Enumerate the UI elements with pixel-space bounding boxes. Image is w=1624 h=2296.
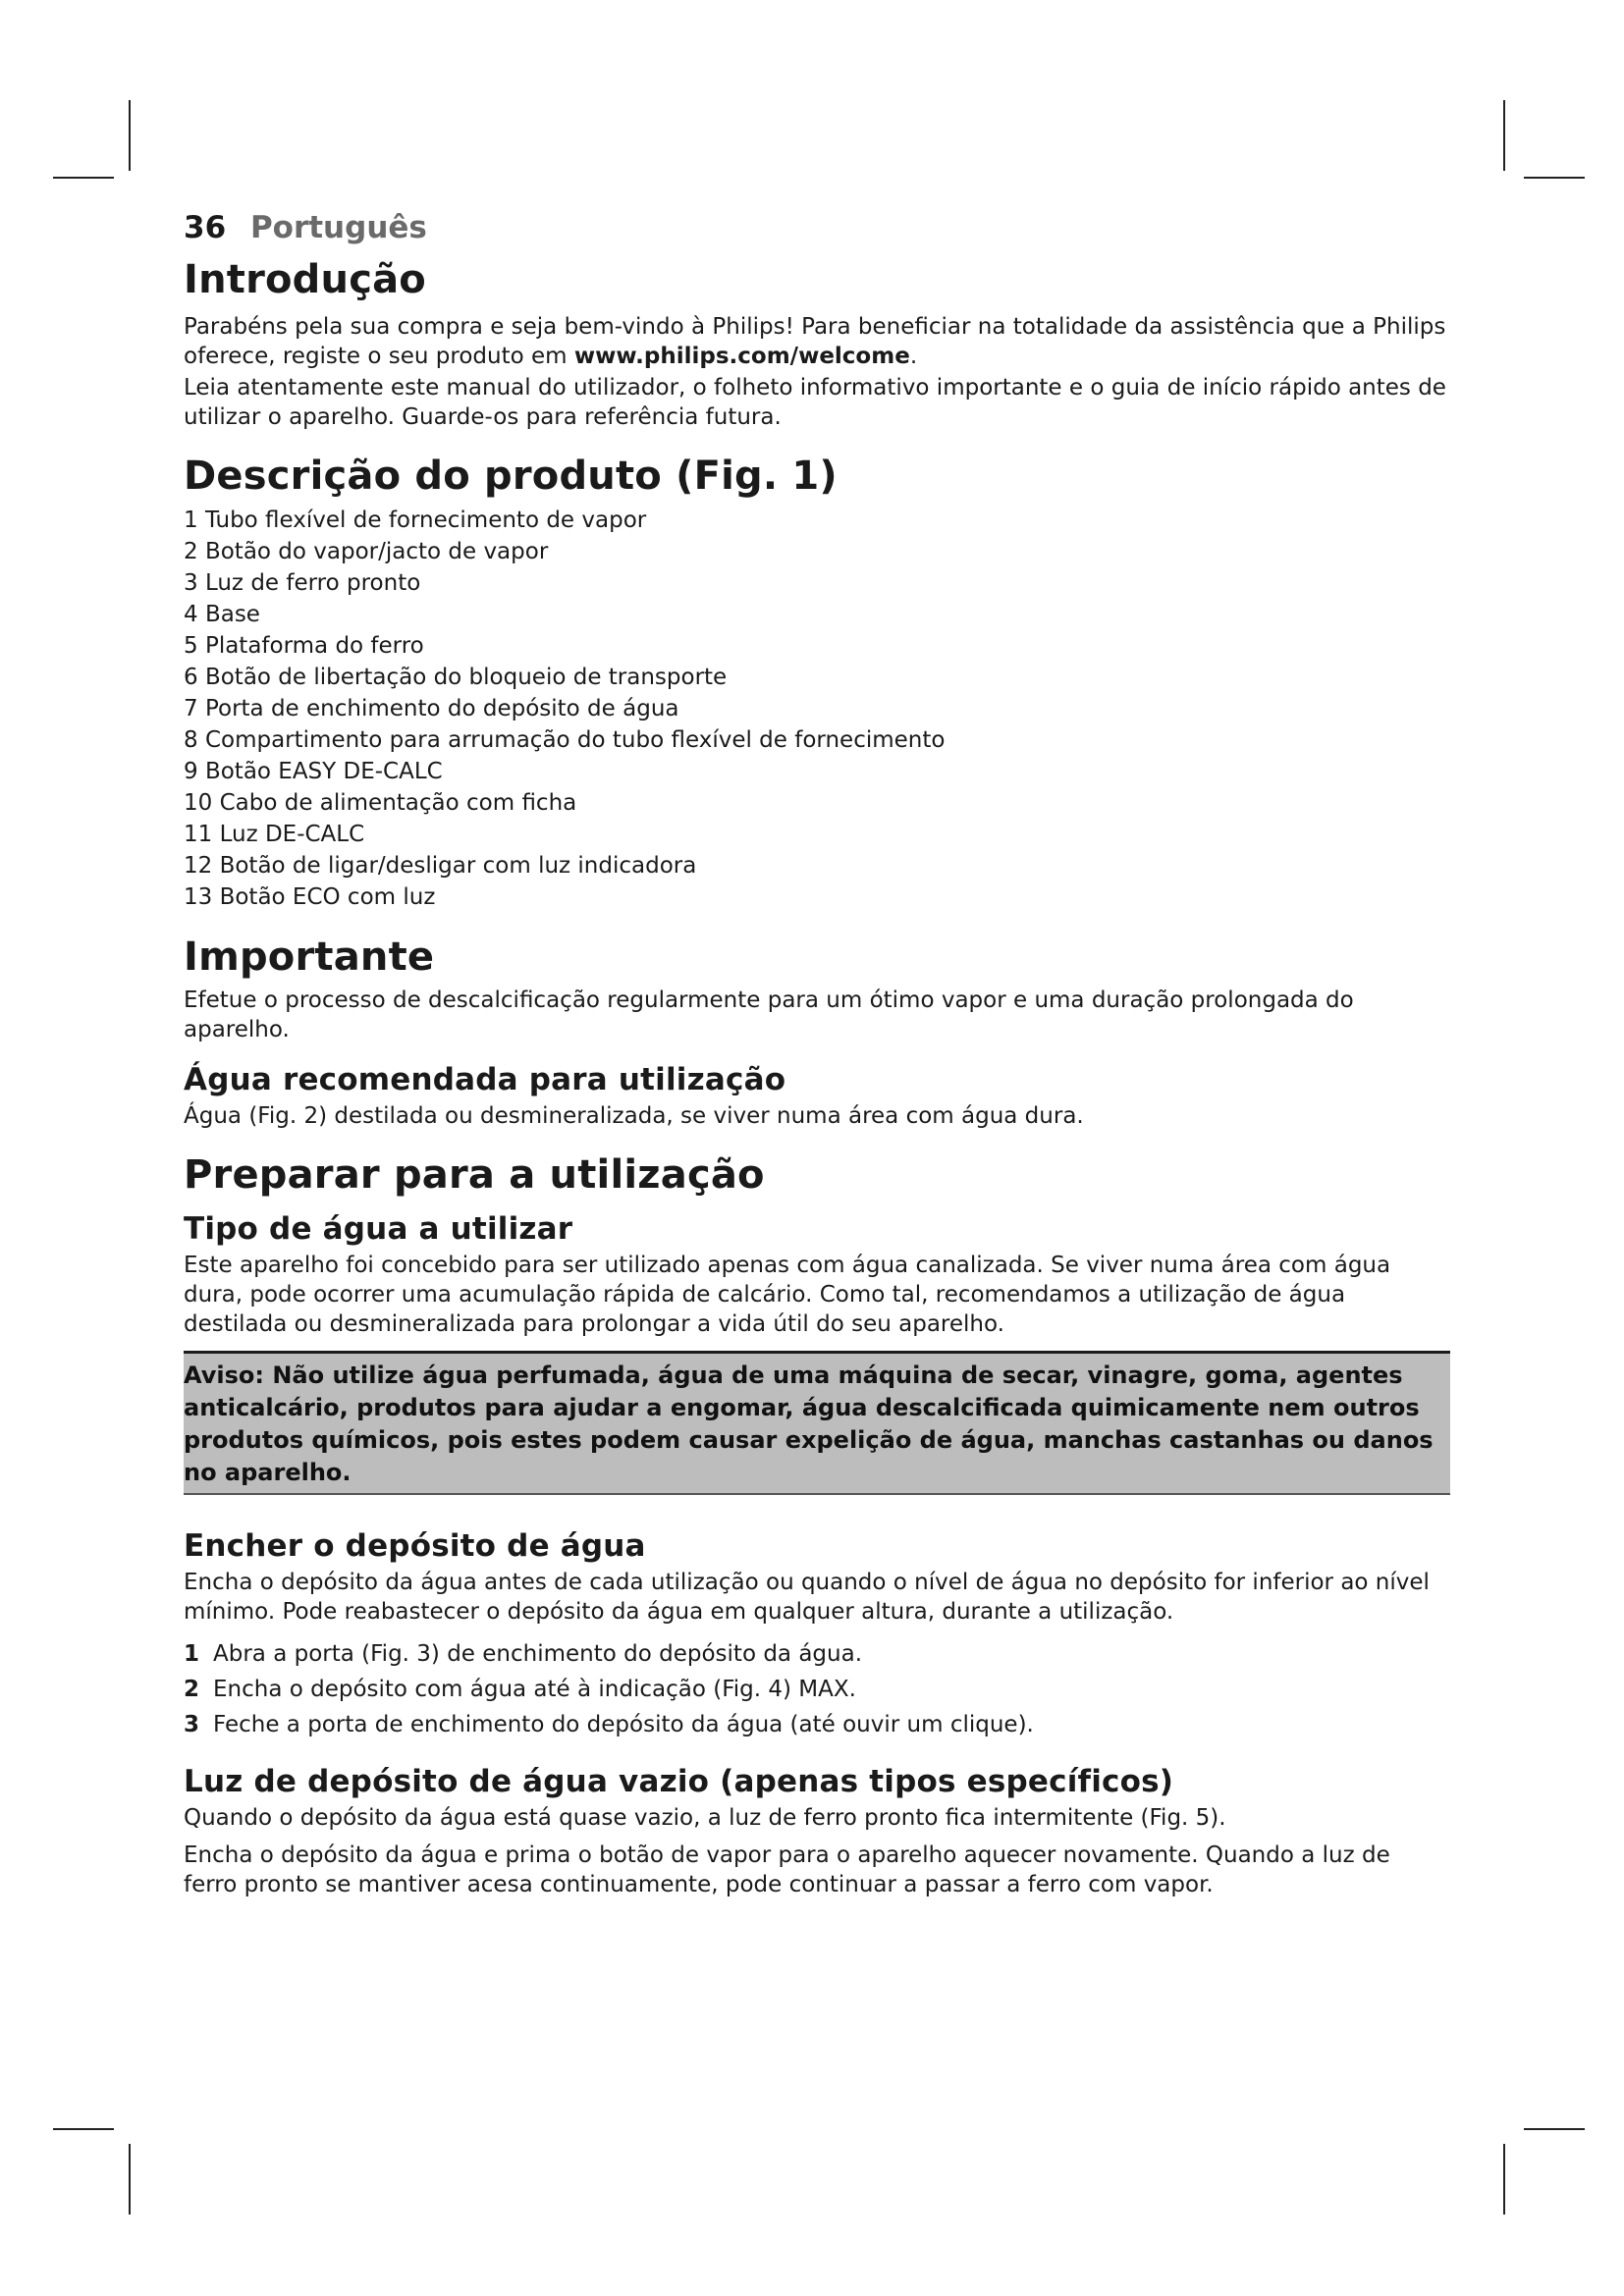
important-text: Efetue o processo de descalcificação regularmente para um ótimo vapor e uma duração prolongada do aparelho. [184, 988, 1354, 1042]
parts-list-item: 1 Tubo flexível de fornecimento de vapor [184, 507, 647, 533]
important-title: Importante [184, 934, 435, 980]
parts-list-item: 9 Botão EASY DE-CALC [184, 759, 443, 784]
recommended-water [184, 1062, 1450, 1131]
intro-p1-end: . [909, 344, 918, 369]
philips-welcome-link[interactable]: www.philips.com/welcome [573, 344, 910, 369]
intro-p1-text: Parabéns pela sua compra e seja bem-vindo à Philips! Para beneficiar na totalidade da assistência que a Philips oferece, registe o seu produto em [184, 314, 1446, 369]
step-text: Feche a porta de enchimento do depósito da água (até ouvir um clique). [213, 1712, 1034, 1737]
crop-mark [1503, 100, 1505, 171]
empty-tank-text-1: Quando o depósito da água está quase vazio, a luz de ferro pronto fica intermitente (Fig. 5). [184, 1805, 1226, 1831]
prepare-title: Preparar para a utilização [184, 1152, 765, 1198]
parts-list-item: 7 Porta de enchimento do depósito de água [184, 696, 679, 721]
fill-tank-title: Encher o depósito de água [184, 1528, 646, 1564]
parts-list-item: 13 Botão ECO com luz [184, 884, 436, 910]
crop-mark [129, 2144, 131, 2215]
crop-mark [53, 2128, 114, 2130]
section-product-description [184, 454, 1450, 913]
water-type-text: Este aparelho foi concebido para ser utilizado apenas com água canalizada. Se viver numa área com água dura, pode ocorrer uma acumulação rápida de calcário. Como tal, recomendamos a utilização de água destilada ou desmineralizada para prolongar a vida útil do seu aparelho. [184, 1253, 1391, 1337]
step-number: 2 [184, 1677, 200, 1702]
crop-mark [1524, 2128, 1585, 2130]
page-number: 36 [184, 210, 227, 245]
step-text: Encha o depósito com água até à indicação (Fig. 4) MAX. [213, 1677, 856, 1702]
step-item [184, 1636, 1450, 1672]
crop-mark [1503, 2144, 1505, 2215]
crop-mark [129, 100, 131, 171]
intro-paragraph-2: Leia atentamente este manual do utilizador, o folheto informativo importante e o guia de início rápido antes de utilizar o aparelho. Guarde-os para referência futura. [184, 375, 1446, 430]
crop-mark [53, 177, 114, 179]
parts-list-item: 10 Cabo de alimentação com ficha [184, 790, 577, 816]
intro-paragraph-1 [184, 312, 1450, 371]
page-language: Português [249, 210, 427, 245]
step-text: Abra a porta (Fig. 3) de enchimento do depósito da água. [213, 1641, 863, 1667]
intro-title: Introdução [184, 257, 426, 302]
section-prepare [184, 1152, 1450, 1899]
parts-list-item: 2 Botão do vapor/jacto de vapor [184, 539, 549, 564]
parts-list-item: 6 Botão de libertação do bloqueio de transporte [184, 665, 728, 690]
page-header [184, 210, 1450, 245]
section-introduction [184, 257, 1450, 432]
step-number: 3 [184, 1712, 200, 1737]
parts-list-item: 4 Base [184, 602, 260, 627]
description-title: Descrição do produto (Fig. 1) [184, 454, 838, 499]
step-item [184, 1672, 1450, 1707]
fill-tank-text: Encha o depósito da água antes de cada utilização ou quando o nível de água no depósito for inferior ao nível mínimo. Pode reabastecer o depósito da água em qualquer altura, durante a utilização. [184, 1570, 1430, 1625]
crop-mark [1524, 177, 1585, 179]
parts-list-item: 11 Luz DE-CALC [184, 822, 365, 847]
page-content [184, 210, 1450, 1901]
warning-box: Aviso: Não utilize água perfumada, água de uma máquina de secar, vinagre, goma, agentes anticalcário, produtos para ajudar a engomar, água descalcificada quimicamente nem outros produtos químicos, pois estes podem causar expelição de água, manchas castanhas ou danos no aparelho. [184, 1351, 1450, 1495]
step-number: 1 [184, 1641, 200, 1667]
fill-steps-list [184, 1636, 1450, 1742]
parts-list-item: 12 Botão de ligar/desligar com luz indicadora [184, 853, 697, 879]
parts-list-item: 5 Plataforma do ferro [184, 633, 424, 659]
water-type-title: Tipo de água a utilizar [184, 1211, 573, 1247]
parts-list-item: 3 Luz de ferro pronto [184, 570, 421, 596]
recommended-water-title: Água recomendada para utilização [184, 1062, 786, 1097]
step-item [184, 1707, 1450, 1742]
empty-tank-title: Luz de depósito de água vazio (apenas tipos específicos) [184, 1764, 1174, 1799]
empty-tank-light [184, 1764, 1450, 1899]
empty-tank-text-2: Encha o depósito da água e prima o botão de vapor para o aparelho aquecer novamente. Quando a luz de ferro pronto se mantiver acesa continuamente, pode continuar a passar a ferro com vapor. [184, 1842, 1390, 1897]
recommended-water-text: Água (Fig. 2) destilada ou desmineralizada, se viver numa área com água dura. [184, 1103, 1084, 1129]
parts-list-item: 8 Compartimento para arrumação do tubo flexível de fornecimento [184, 727, 946, 753]
section-important [184, 934, 1450, 1131]
parts-list [184, 505, 1450, 913]
